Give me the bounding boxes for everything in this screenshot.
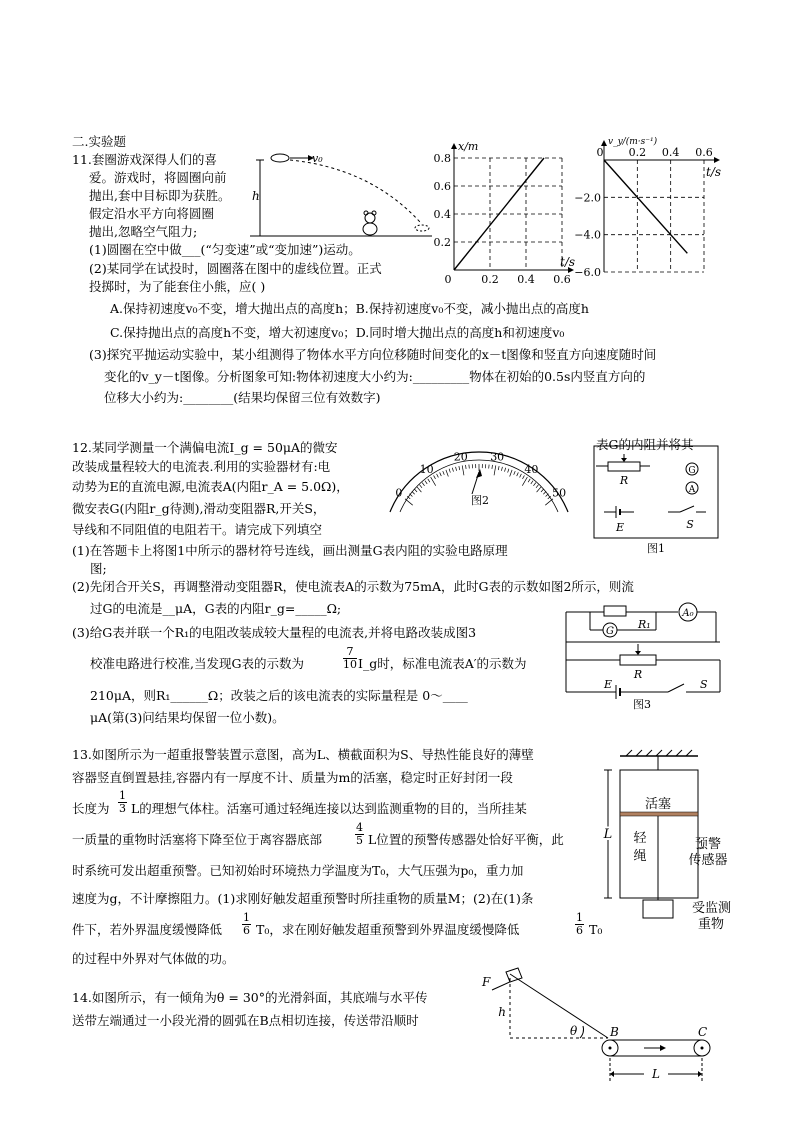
figure3-label: 图3	[633, 698, 651, 711]
ring	[271, 154, 289, 162]
svg-text:A: A	[688, 485, 696, 495]
dial-tick	[533, 483, 535, 486]
q13-line: L位置的预警传感器处恰好平衡，此	[368, 832, 564, 847]
dial-tick	[428, 479, 430, 482]
fraction-1-6-b: $\frac{1}{6}$	[576, 911, 583, 937]
q14-line: 14.如图所示，有一倾角为θ = 30°的光滑斜面，其底端与水平传	[72, 990, 428, 1005]
q11-line: 抛出,套中目标即为获胜。	[89, 188, 231, 203]
v0-label: v₀	[312, 152, 323, 165]
dial-tick	[425, 481, 427, 484]
dial-tick	[466, 465, 467, 469]
figure1-label: 图1	[647, 542, 665, 555]
dial-tick	[417, 487, 422, 492]
x-tick-label: 0.2	[481, 273, 499, 286]
dial-tick	[412, 491, 415, 494]
x-axis-label: t/s	[706, 165, 722, 179]
q11-option-cd: C.保持抛出点的高度h不变，增大初速度v₀；D.同时增大抛出点的高度h和初速度v₀	[110, 325, 565, 340]
fraction-4-5: $\frac{4}{5}$	[356, 821, 363, 847]
data-line	[454, 158, 544, 270]
q14-line: 送带左端通过一小段光滑的圆弧在B点相切连接，传送带沿顺时	[72, 1013, 419, 1028]
q13-line: 一质量的重物时活塞将下降至位于离容器底部	[72, 832, 323, 847]
svg-text:S: S	[686, 518, 694, 531]
svg-text:绳: 绳	[633, 849, 647, 864]
svg-text:传感器: 传感器	[688, 853, 728, 868]
svg-text:预警: 预警	[694, 837, 722, 852]
dial-tick-label: 50	[552, 486, 567, 500]
bear-icon	[363, 211, 377, 235]
y-axis-label: v_y/(m·s⁻¹)	[608, 137, 658, 147]
svg-text:θ: θ	[570, 1024, 578, 1038]
dial-tick	[422, 483, 424, 486]
q11-line: 11.套圈游戏深得人们的喜	[72, 152, 217, 167]
fraction-1-6: $\frac{1}{6}$	[243, 911, 250, 937]
q12-line: 导线和不同阻值的电阻若干。请完成下列填空	[72, 522, 323, 537]
dial-tick	[414, 489, 417, 492]
dial-tick	[456, 467, 457, 471]
q12-part2: (2)先闭合开关S，再调整滑动变阻器R，使电流表A的示数为75mA，此时G表的示数如图2所示，则流	[72, 579, 634, 594]
x-tick-label: 0.6	[695, 146, 713, 159]
h-label: h	[252, 189, 260, 203]
dial-tick	[494, 465, 496, 475]
q12-part3-d: μA(第(3)问结果均保留一位小数)。	[90, 710, 285, 725]
y-tick-label: 0.4	[433, 208, 451, 221]
dial-tick	[543, 491, 546, 494]
x-tick-label: 0.6	[553, 273, 571, 286]
q11-part3: 位移大小约为:________(结果均保留三位有效数字)	[104, 390, 381, 405]
dial-tick	[505, 468, 506, 472]
y-tick-label: −2.0	[574, 191, 601, 205]
svg-text:B: B	[610, 1025, 619, 1039]
y-axis-arrow	[451, 143, 457, 149]
svg-text:E: E	[604, 678, 613, 691]
x-tick-label: 0	[444, 273, 452, 286]
x-tick-label: 0.2	[628, 146, 647, 159]
x-axis-label: t/s	[560, 255, 576, 269]
q12-line: 动势为E的直流电源,电流表A(内阻r_A = 5.0Ω)，	[72, 479, 349, 494]
svg-text:G: G	[606, 626, 614, 637]
dial-tick	[446, 470, 448, 477]
dial-tick	[459, 466, 460, 470]
dial-tick	[405, 499, 413, 505]
q12-part3-b: I_g时，标准电流表A′的示数为	[358, 656, 527, 671]
svg-text:轻: 轻	[633, 831, 647, 846]
q11-line: 假定沿水平方向将圆圈	[89, 206, 215, 221]
dial-tick	[536, 485, 538, 488]
q11-part2: (2)某同学在试投时，圆圈落在图中的虚线位置。正式	[89, 261, 382, 276]
y-axis-label: x/m	[458, 140, 479, 153]
q12-cut-text: 表G的内阻并将其	[596, 437, 694, 452]
y-tick-label: 0.2	[433, 236, 451, 249]
fraction-7-10: $\frac{7}{10}$	[343, 645, 357, 671]
dial-tick	[501, 467, 502, 471]
q12-part1: (1)在答题卡上将图1中所示的器材符号连线，画出测量G表内阻的实验电路原理	[72, 543, 508, 558]
dial-tick	[508, 469, 509, 473]
meter-dial-figure	[372, 442, 588, 520]
dial-tick	[517, 472, 519, 476]
dial-tick-label: 40	[524, 463, 539, 477]
fraction-1-3: $\frac{1}{3}$	[119, 789, 126, 815]
dial-tick	[510, 470, 512, 477]
x-tick-label: 0.4	[517, 273, 535, 286]
svg-text:R₁: R₁	[638, 618, 651, 631]
q13-line: 时系统可发出超重预警。已知初始时环境热力学温度为T₀，大气压强为p₀，重力加	[72, 863, 524, 878]
section-title: 二.实验题	[72, 134, 126, 149]
q11-part1: (1)圆圈在空中做___(“匀变速”或“变加速”)运动。	[89, 242, 361, 257]
q13-line: L的理想气体柱。活塞可通过轻绳连接以达到监测重物的目的，当所挂某	[131, 801, 527, 816]
x-tick-label: 0	[596, 146, 604, 159]
svg-text:E: E	[615, 521, 625, 534]
dial-tick	[462, 465, 464, 475]
ring-toss-figure	[250, 148, 435, 246]
dial-tick-label: 30	[490, 450, 505, 464]
svg-text:L: L	[603, 827, 613, 842]
q13-line: 速度为g，不计摩擦阻力。(1)求刚好触发超重预警时所挂重物的质量M；(2)在(1)条	[72, 891, 534, 906]
q12-part1-cont: 图;	[90, 561, 107, 576]
dial-tick-label: 0	[395, 486, 403, 500]
x-tick-label: 0.4	[661, 146, 680, 159]
svg-text:重物: 重物	[698, 917, 725, 932]
q13-line: T₀，求在刚好触发超重预警到外界温度缓慢降低	[256, 922, 520, 937]
svg-text:L: L	[652, 1067, 660, 1081]
q12-line: 改装成量程较大的电流表.利用的实验器材有:电	[72, 459, 331, 474]
q13-line: 的过程中外界对气体做的功。	[72, 951, 235, 966]
dial-tick	[528, 479, 530, 482]
q11-line: 爱。游戏时，将圆圈向前	[89, 170, 227, 185]
q11-part3: 变化的v_y－t图像。分析图象可知:物体初速度大小约为:_________物体在初始的0.5s内竖直方向的	[104, 369, 646, 384]
svg-text:G: G	[688, 466, 696, 476]
q11-line: 抛出,忽略空气阻力;	[89, 224, 198, 239]
q13-line: T₀	[589, 922, 603, 937]
q11-option-ab: A.保持初速度v₀不变，增大抛出点的高度h；B.保持初速度v₀不变，减小抛出点的高度h	[110, 301, 589, 316]
dial-tick	[498, 466, 499, 470]
overweight-alarm-figure	[598, 748, 732, 948]
dial-tick	[437, 474, 439, 478]
svg-text:A₀: A₀	[682, 608, 694, 619]
q13-line: 件下，若外界温度缓慢降低	[72, 922, 223, 937]
q12-part2-cont: 过G的电流是__μA，G表的内阻r_g=_____Ω;	[90, 601, 342, 616]
piston-label: 活塞	[644, 797, 672, 812]
vy-t-chart	[572, 137, 722, 279]
svg-text:R: R	[633, 668, 643, 681]
svg-text:S: S	[700, 678, 708, 691]
svg-text:受监测: 受监测	[692, 901, 732, 916]
q11-part2-cont: 投掷时，为了能套住小熊，应( )	[89, 279, 266, 294]
dial-tick	[443, 471, 445, 475]
x-t-chart	[433, 140, 576, 286]
q11-part3: (3)探究平抛运动实验中，某小组测得了物体水平方向位移随时间变化的x－t图像和竖直方向速度随时间	[89, 347, 657, 362]
q13-line: 13.如图所示为一超重报警装置示意图，高为L、横截面积为S、导热性能良好的薄壁	[72, 747, 534, 762]
dial-tick	[545, 499, 553, 505]
dial-tick-label: 10	[419, 463, 434, 477]
x-axis-arrow	[714, 157, 720, 163]
y-tick-label: 0.6	[433, 180, 451, 193]
incline-conveyor-figure	[484, 970, 724, 1085]
y-tick-label: −4.0	[574, 228, 601, 242]
figure2-label: 图2	[471, 494, 489, 507]
q12-part3-c: 210μA，则R₁______Ω；改装之后的该电流表的实际量程是 0～____	[90, 688, 468, 703]
y-tick-label: 0.8	[433, 152, 451, 165]
q12-line: 微安表G(内阻r_g待测),滑动变阻器R,开关S，	[72, 501, 326, 516]
y-tick-label: −6.0	[574, 266, 601, 279]
dial-tick	[531, 481, 533, 484]
data-line	[604, 160, 687, 253]
svg-text:F: F	[482, 975, 491, 989]
dial-tick	[514, 471, 516, 475]
dial-tick	[520, 474, 522, 478]
dial-tick	[537, 487, 542, 492]
svg-text:R: R	[619, 474, 629, 487]
dial-tick	[492, 465, 493, 469]
q13-line: 长度为	[72, 801, 110, 816]
dial-tick	[449, 469, 450, 473]
figure3-circuit	[560, 600, 736, 712]
figure1-components	[594, 446, 719, 556]
svg-text:h: h	[498, 1005, 506, 1019]
q12-part3: (3)给G表并联一个R₁的电阻改装成较大量程的电流表,并将电路改装成图3	[72, 625, 477, 640]
dial-tick	[440, 472, 442, 476]
q12-line: 12.某同学测量一个满偏电流I_g = 50μA的微安	[72, 440, 338, 455]
q12-part3-a: 校准电路进行校准,当发现G表的示数为	[90, 656, 304, 671]
svg-text:C: C	[698, 1025, 708, 1039]
dial-tick-label: 20	[453, 450, 468, 464]
q13-line: 容器竖直倒置悬挂,容器内有一厚度不计、质量为m的活塞，稳定时正好封闭一段	[72, 770, 513, 785]
dial-tick	[434, 475, 436, 479]
dial-tick	[452, 468, 453, 472]
dial-tick	[419, 485, 421, 488]
dial-tick	[541, 489, 544, 492]
